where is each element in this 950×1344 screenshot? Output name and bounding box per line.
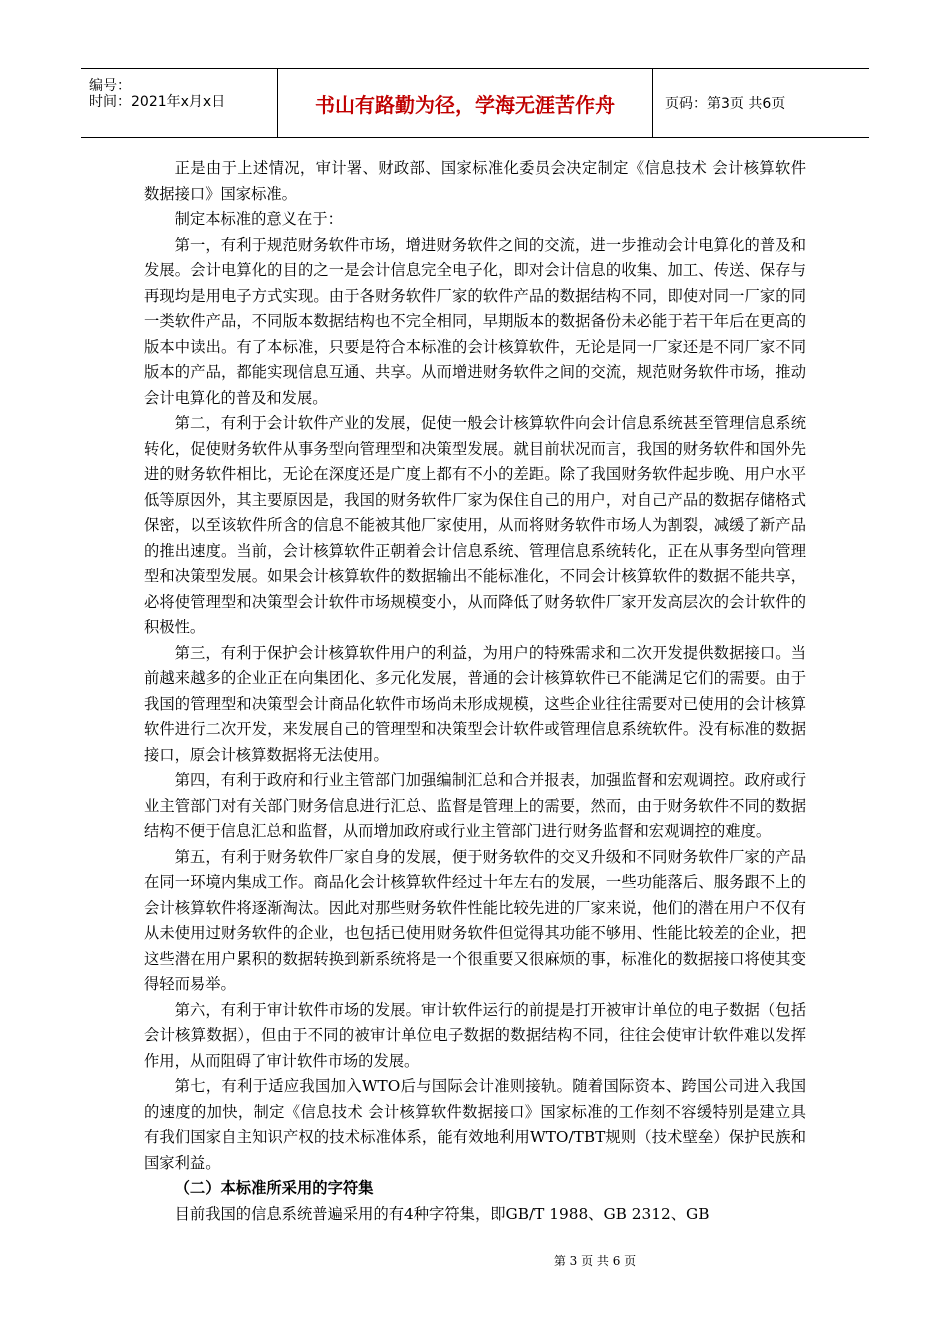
document-body [144, 156, 806, 1227]
paragraph: 目前我国的信息系统普遍采用的有4种字符集，即GB/T 1988、GB 2312、GB [174, 1204, 710, 1223]
paragraph: 第五，有利于财务软件厂家自身的发展，便于财务软件的交叉升级和不同财务软件厂家的产品在同一环境内集成工作。商品化会计核算软件经过十年左右的发展，一些功能落后、服务跟不上的会计核算软件将逐渐淘汰。因此对那些财务软件性能比较先进的厂家来说，他们的潜在用户不仅有从未使用过财务软件的企业，也包括已使用财务软件但觉得其功能不够用、性能比较差的企业，把这些潜在用户累积的数据转换到新系统将是一个很重要又很麻烦的事，标准化的数据接口将使其变得轻而易举。 [144, 847, 806, 993]
paragraph: 制定本标准的意义在于： [174, 210, 343, 228]
page-header [81, 68, 869, 138]
header-meta [81, 69, 277, 137]
page-footer: 第 3 页 共 6 页 [553, 1254, 637, 1268]
section-subheading: （二）本标准所采用的字符集 [174, 1179, 374, 1197]
header-motto: 书山有路勤为径，学海无涯苦作舟 [277, 69, 653, 137]
paragraph: 第六，有利于审计软件市场的发展。审计软件运行的前提是打开被审计单位的电子数据（包括会计核算数据），但由于不同的被审计单位电子数据的数据结构不同，往往会使审计软件难以发挥作用，从而阻碍了审计软件市场的发展。 [144, 1000, 806, 1070]
paragraph: 正是由于上述情况，审计署、财政部、国家标准化委员会决定制定《信息技术 会计核算软件数据接口》国家标准。 [144, 159, 806, 203]
paragraph: 第三，有利于保护会计核算软件用户的利益，为用户的特殊需求和二次开发提供数据接口。当前越来越多的企业正在向集团化、多元化发展，普通的会计核算软件已不能满足它们的需要。由于我国的管理型和决策型会计商品化软件市场尚未形成规模，这些企业往往需要对已使用的会计核算软件进行二次开发，来发展自己的管理型和决策型会计软件或管理信息系统软件。没有标准的数据接口，原会计核算数据将无法使用。 [144, 643, 806, 764]
paragraph: 第一，有利于规范财务软件市场，增进财务软件之间的交流，进一步推动会计电算化的普及和发展。会计电算化的目的之一是会计信息完全电子化，即对会计信息的收集、加工、传送、保存与再现均是用电子方式实现。由于各财务软件厂家的软件产品的数据结构不同，即使对同一厂家的同一类软件产品，不同版本数据结构也不完全相同，早期版本的数据备份未必能于若干年后在更高的版本中读出。有了本标准，只要是符合本标准的会计核算软件，无论是同一厂家还是不同厂家不同版本的产品，都能实现信息互通、共享。从而增进财务软件之间的交流，规范财务软件市场，推动会计电算化的普及和发展。 [144, 235, 806, 407]
paragraph: 第四，有利于政府和行业主管部门加强编制汇总和合并报表，加强监督和宏观调控。政府或行业主管部门对有关部门财务信息进行汇总、监督是管理上的需要，然而，由于财务软件不同的数据结构不便于信息汇总和监督，从而增加政府或行业主管部门进行财务监督和宏观调控的难度。 [144, 771, 806, 840]
paragraph: 第二，有利于会计软件产业的发展，促使一般会计核算软件向会计信息系统甚至管理信息系统转化，促使财务软件从事务型向管理型和决策型发展。就目前状况而言，我国的财务软件和国外先进的财务软件相比，无论在深度还是广度上都有不小的差距。除了我国财务软件起步晚、用户水平低等原因外，其主要原因是，我国的财务软件厂家为保住自己的用户，对自己产品的数据存储格式保密，以至该软件所含的信息不能被其他厂家使用，从而将财务软件市场人为割裂，减缓了新产品的推出速度。当前，会计核算软件正朝着会计信息系统、管理信息系统转化，正在从事务型向管理型和决策型发展。如果会计核算软件的数据输出不能标准化，不同会计核算软件的数据不能共享，必将使管理型和决策型会计软件市场规模变小，从而降低了财务软件厂家开发高层次的会计软件的积极性。 [144, 414, 806, 636]
document-time-label: 时间：2021年x月x日 [89, 94, 226, 110]
paragraph: 第七，有利于适应我国加入WTO后与国际会计准则接轨。随着国际资本、跨国公司进入我国的速度的加快，制定《信息技术 会计核算软件数据接口》国家标准的工作刻不容缓特别是建立具有我们国家自主知识产权的技术标准体系，能有效地利用WTO/TBT规则（技术壁垒）保护民族和国家利益。 [144, 1077, 806, 1172]
document-number-label: 编号： [89, 78, 131, 94]
header-page-number: 页码：第3页 共6页 [665, 96, 786, 112]
